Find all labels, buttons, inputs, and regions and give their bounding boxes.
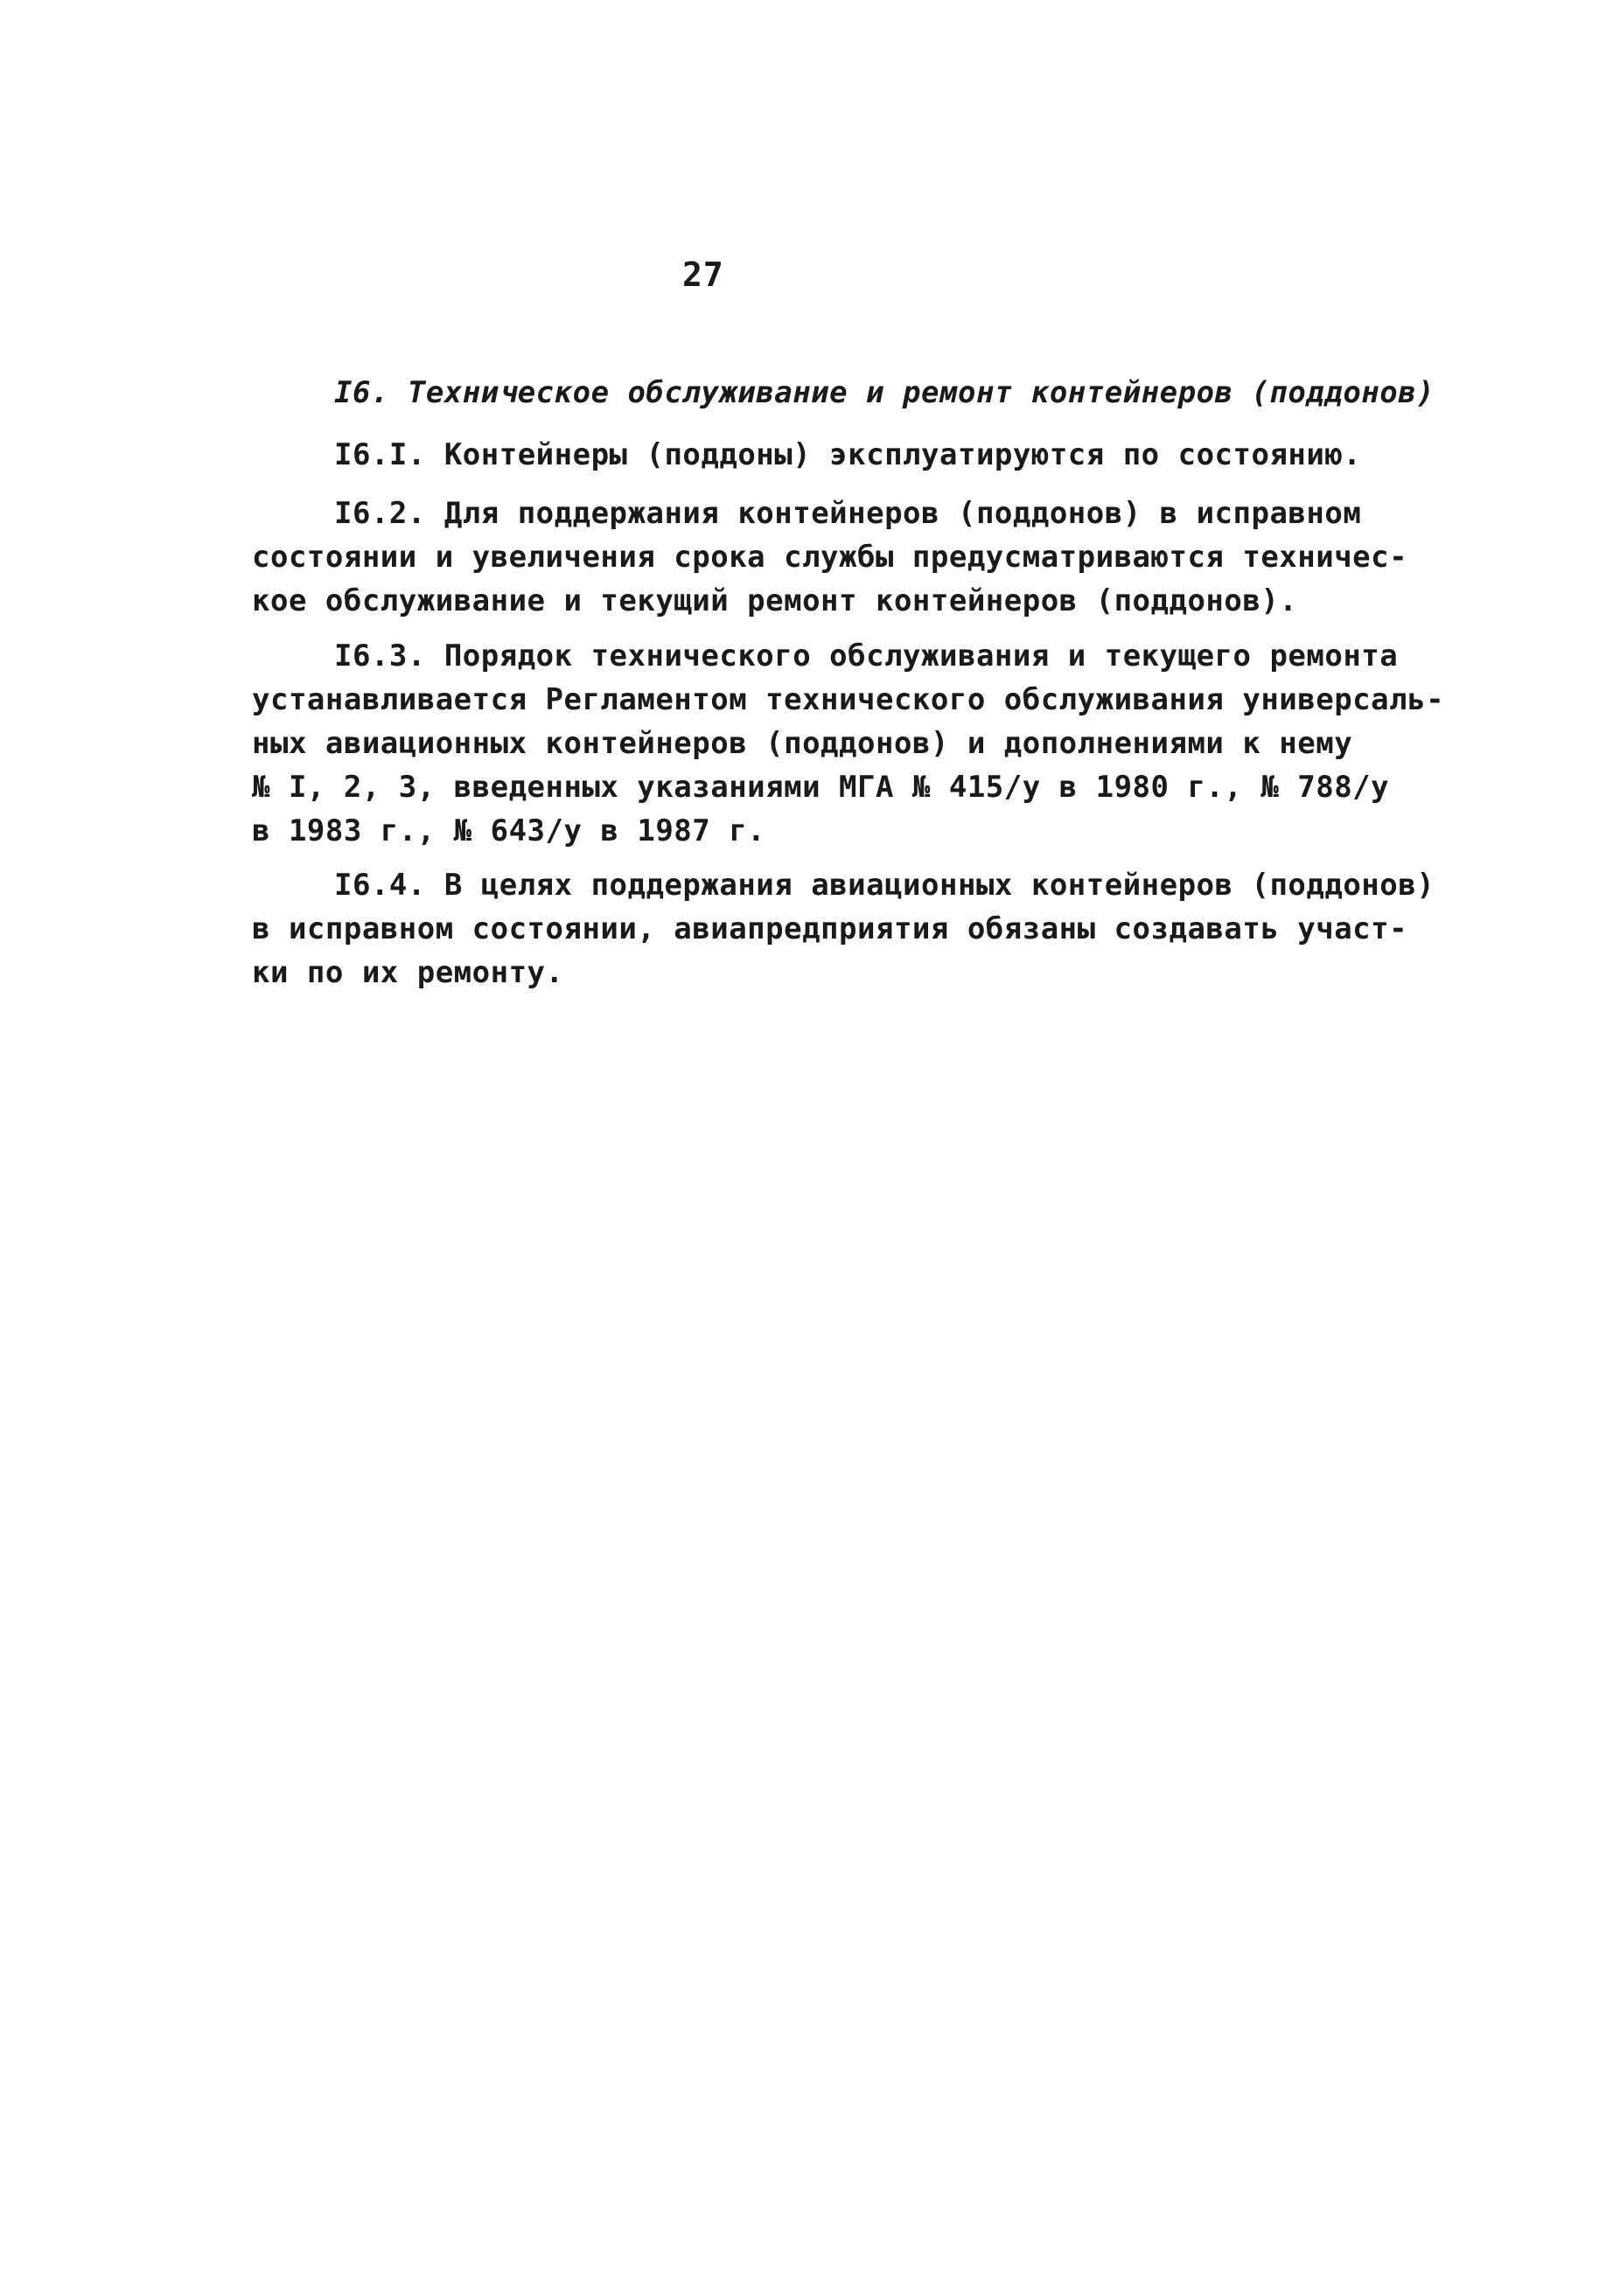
paragraph-16-2-line-3: кое обслуживание и текущий ремонт контейнеров (поддонов). (252, 583, 1298, 618)
section-heading: I6. Техническое обслуживание и ремонт контейнеров (поддонов) (334, 375, 1435, 410)
paragraph-16-1-line-1: I6.I. Контейнеры (поддоны) эксплуатируются по состоянию. (334, 437, 1362, 472)
paragraph-16-3-line-1: I6.3. Порядок технического обслуживания и текущего ремонта (334, 639, 1399, 673)
paragraph-16-3-line-4: № I, 2, 3, введенных указаниями МГА № 415/у в 1980 г., № 788/у (252, 770, 1390, 805)
page-number: 27 (682, 255, 724, 294)
paragraph-16-2-line-2: состоянии и увеличения срока службы предусматриваются техничес- (252, 540, 1408, 575)
paragraph-16-2-line-1: I6.2. Для поддержания контейнеров (поддонов) в исправном (334, 496, 1362, 531)
paragraph-16-4-line-2: в исправном состоянии, авиапредприятия обязаны создавать участ- (252, 911, 1408, 946)
paragraph-16-4-line-1: I6.4. В целях поддержания авиационных контейнеров (поддонов) (334, 868, 1435, 903)
paragraph-16-4-line-3: ки по их ремонту. (252, 955, 564, 990)
paragraph-16-3-line-3: ных авиационных контейнеров (поддонов) и дополнениями к нему (252, 726, 1353, 761)
paragraph-16-3-line-2: устанавливается Регламентом технического обслуживания универсаль- (252, 682, 1445, 717)
paragraph-16-3-line-5: в 1983 г., № 643/у в 1987 г. (252, 813, 766, 848)
